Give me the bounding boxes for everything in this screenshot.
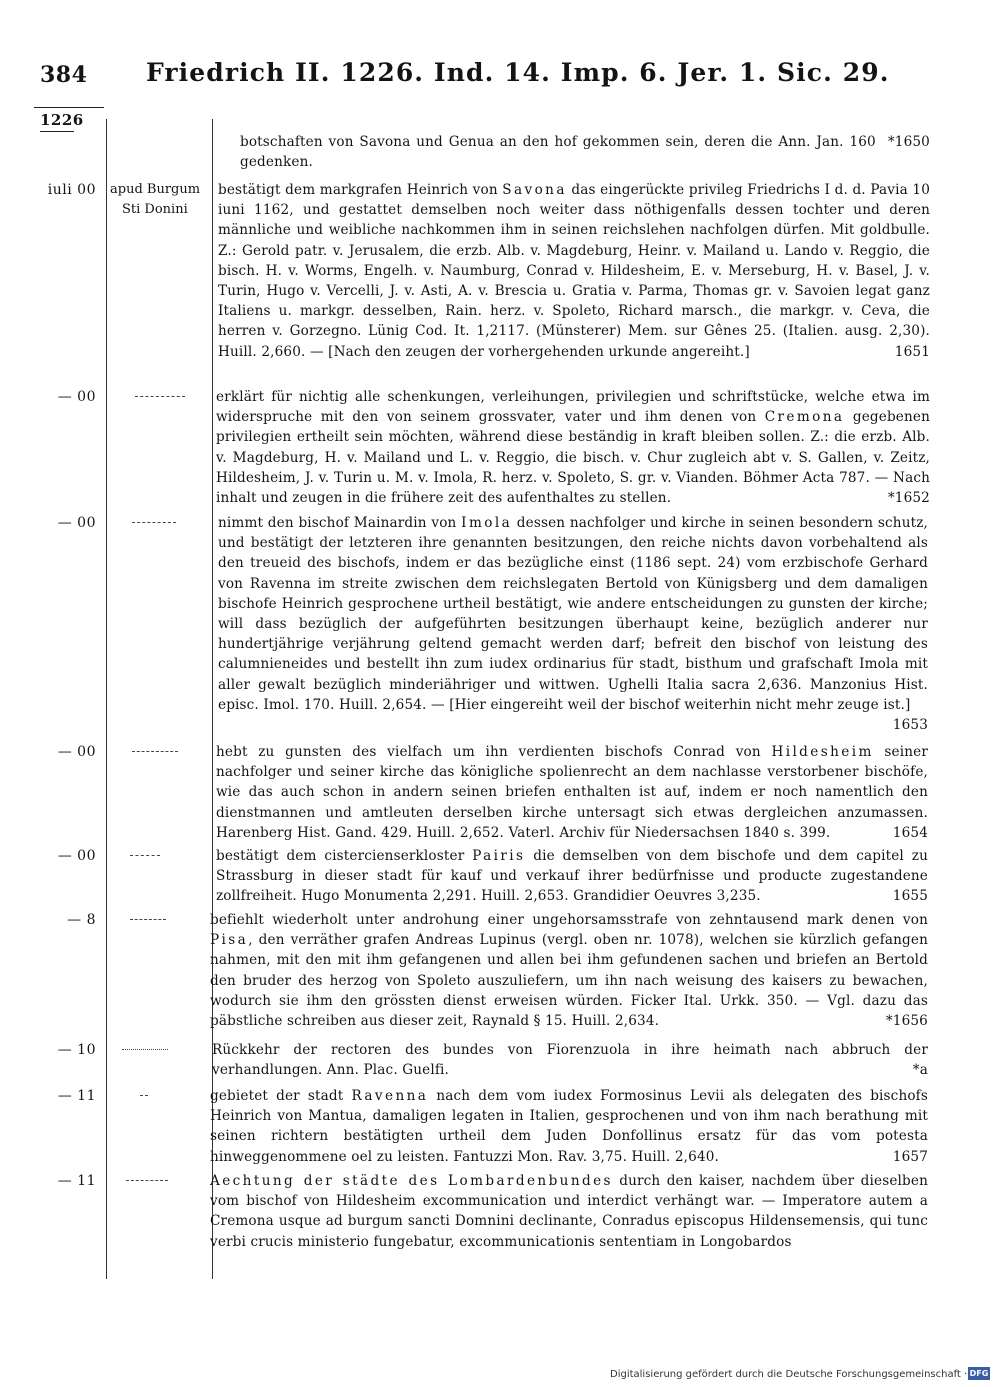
entry-date: — 00 bbox=[57, 744, 96, 760]
place-name: Imola bbox=[461, 515, 513, 531]
entry-text: Rückkehr der rectoren des bundes von Fiorenzuola in ihre heimath nach abbruch der verhandlungen. Ann. Plac. Guelfi. *a bbox=[212, 1040, 928, 1080]
entry-date: — 00 bbox=[57, 515, 96, 531]
place-name: Hildesheim bbox=[771, 744, 874, 760]
entry-number: *1656 bbox=[885, 1013, 928, 1030]
entry-number: *a bbox=[912, 1062, 928, 1079]
place-placeholder-dash bbox=[140, 1095, 148, 1096]
place-placeholder-dash bbox=[130, 919, 166, 920]
place-placeholder-dash bbox=[132, 751, 178, 752]
entry-date: — 00 bbox=[57, 848, 96, 864]
entry-text: gebietet der stadt Ravenna nach dem vom iudex Formosinus Levii als delegaten des bischofs Heinrich von Mantua, damaligen legaten in Italien, gesprochenen und von ihm nach berathung mit seinen richtern bestätigten urtheil dem Juden Donfollinus ersatz für das vom potesta hinweggenommene oel zu leisten. Fantuzzi Mon. Rav. 3,75. Huill. 2,640. 1657 bbox=[210, 1086, 928, 1167]
entry-text: *1650 botschaften von Savona und Genua an den hof gekommen sein, deren die Ann. Jan. 160 gedenken. bbox=[240, 134, 930, 171]
entry-date: — 8 bbox=[67, 912, 96, 928]
entry-number: 1657 bbox=[892, 1148, 928, 1165]
entry-number: *1652 bbox=[887, 490, 930, 507]
entry-date: — 00 bbox=[57, 389, 96, 405]
place-name: Savona bbox=[502, 182, 567, 198]
entry-place: apud Burgum Sti Donini bbox=[110, 182, 201, 217]
entry-text: bestätigt dem cistercienserkloster Pairis die demselben von dem bischofe und dem capitel zu Strassburg in dieser stadt für kauf und verkauf ihrer bedürfnisse und producte zugestandene zollfreiheit. Hugo Monumenta 2,291. Huill. 2,653. Grandidier Oeuvres 3,235. 1655 bbox=[216, 846, 928, 907]
place-name: Aechtung der städte des Lombardenbundes bbox=[210, 1173, 613, 1189]
entry-text: bestätigt dem markgrafen Heinrich von Savona das eingerückte privileg Friedrichs I d. d. Pavia 10 iuni 1162, und gestattet demselben noch weiter dass nöthigenfalls dessen tochter und deren männliche und weibliche nachkommen ihm in seinen reichslehen nachfolgen dürfen. Mit goldbulle. Z.: Gerold patr. v. Jerusalem, die erzb. Alb. v. Magdeburg, Heinr. v. Mailand u. Lando v. Reggio, die bisch. H. v. Worms, Engelh. v. Naumburg, Conrad v. Hildesheim, E. v. Merseburg, H. v. Basel, J. v. Turin, Hugo v. Vercelli, J. v. Asti, A. v. Brescia u. Gratia v. Parma, Thomas gr. v. Savoien legat ganz Italiens u. markgr. desselben, Rain. herz. v. Spoleto, Richard marsch., die markgr. v. Ceva, die herren v. Gorzegno. Lünig Cod. It. 1,2117. (Münsterer) Mem. sur Gênes 25. (Italien. ausg. 2,30). Huill. 2,660. — [Nach den zeugen der vorhergehenden urkunde angereiht.] 1651 bbox=[218, 180, 930, 362]
year-rule-top bbox=[34, 107, 104, 108]
entry-date: iuli 00 bbox=[47, 182, 96, 198]
place-name: Cremona bbox=[764, 409, 845, 426]
entry-text: hebt zu gunsten des vielfach um ihn verdienten bischofs Conrad von Hildesheim seiner nachfolger und seiner kirche das königliche spolienrecht an dem nachlasse verstorbener bischöfe, wie das auch schon in andern seinen briefen enthalten ist auf, indem er noch namentlich den dienstmannen und amtleuten derselben kirche untersagt sich etwas dergleichen anzumassen. Harenberg Hist. Gand. 429. Huill. 2,652. Vaterl. Archiv für Niedersachsen 1840 s. 399. 1654 bbox=[216, 742, 928, 843]
digitization-credit: Digitalisierung gefördert durch die Deutsche Forschungsgemeinschaft · bbox=[610, 1369, 968, 1380]
entry-date: — 11 bbox=[57, 1173, 96, 1189]
column-rule-left bbox=[106, 119, 107, 1279]
entry-number: *1650 bbox=[887, 134, 930, 150]
year-rule-bottom bbox=[40, 131, 74, 132]
place-placeholder-dash bbox=[135, 396, 185, 397]
place-placeholder-dash bbox=[132, 522, 176, 523]
dfg-logo: DFG bbox=[969, 1369, 989, 1378]
page-number: 384 bbox=[40, 62, 88, 88]
place-name: Pairis bbox=[472, 848, 526, 864]
year-label: 1226 bbox=[40, 111, 84, 129]
running-title: Friedrich II. 1226. Ind. 14. Imp. 6. Jer. 1. Sic. 29. bbox=[146, 58, 890, 87]
entry-number: 1651 bbox=[894, 343, 930, 360]
entry-number: 1653 bbox=[892, 717, 928, 734]
entry-date: — 10 bbox=[57, 1042, 96, 1058]
entry-number: 1655 bbox=[892, 888, 928, 905]
entry-text: Aechtung der städte des Lombardenbundes durch den kaiser, nachdem über dieselben vom bischof von Hildesheim excommunication und interdict verhängt war. — Imperatore autem a Cremona usque ad burgum sancti Domnini declinante, Conradus episcopus Hildensemensis, qui tunc verbi crucis ministerio fungebatur, excommunicationis sententiam in Longobardos bbox=[210, 1173, 928, 1250]
place-placeholder-dash bbox=[126, 1180, 168, 1181]
entry-text: nimmt den bischof Mainardin von Imola dessen nachfolger und kirche in seinen besondern schutz, und bestätigt der letzteren ihre genannten besitzungen, den reiche nichts davon vorbehaltend als den treueid des bischofs, indem er das bezügliche einst (1186 sept. 24) vom erzbischofe Gerhard von Ravenna im streite zwischen dem reichslegaten Bertold von Künigsberg und dem damaligen bischofe Heinrich gesprochene urtheil bestätigt, wie andere entscheidungen zu gunsten der kirche; will dass bezüglich der aufgeführten besitzungen überhaupt keine, bezüglich anderer nur hundertjährige verjährung geltend gemacht werden darf; befreit den bischof von leistung des calumnieneides und bestellt ihn zum iudex ordinarius für stadt, bisthum und grafschaft Imola mit aller gewalt bezüglich minderiähriger und wittwen. Ughelli Italia sacra 2,636. Manzonius Hist. episc. Imol. 170. Huill. 2,654. — [Hier eingereiht weil der bischof weiterhin nicht mehr zeuge ist.] 1653 bbox=[218, 513, 928, 735]
place-name: Ravenna bbox=[351, 1088, 429, 1104]
place-name: Pisa bbox=[210, 932, 249, 949]
place-placeholder-dash bbox=[122, 1049, 168, 1050]
entry-number: 1654 bbox=[892, 824, 928, 841]
entry-date: — 11 bbox=[57, 1088, 96, 1104]
entry-text: befiehlt wiederholt unter androhung einer ungehorsamsstrafe von zehntausend mark denen von Pisa, den verräther grafen Andreas Lupinus (vergl. oben nr. 1078), welchen sie kürzlich gefangen nahmen, mit den mit ihm gefangenen und allen bei ihm gefundenen sachen und briefen an Bertold den bruder des herzog von Spoleto auszuliefern, um ihn nach weisung des kaisers zu bewachen, wodurch sie ihm den grössten dienst erweisen würden. Ficker Ital. Urkk. 350. — Vgl. dazu das päbstliche schreiben aus dieser zeit, Raynald § 15. Huill. 2,634. *1656 bbox=[210, 910, 928, 1031]
place-placeholder-dash bbox=[130, 855, 160, 856]
entry-text: erklärt für nichtig alle schenkungen, verleihungen, privilegien und schriftstücke, welche etwa im widerspruche mit den von seinem grossvater, vater und ihm denen von Cremona gegebenen privilegien ertheilt sein möchten, während diese beständig in kraft bleiben sollen. Z.: die erzb. Alb. v. Magdeburg, H. v. Mailand und L. v. Reggio, die bisch. v. Chur zugleich abt v. S. Gallen, v. Zeitz, Hildesheim, J. v. Turin u. M. v. Imola, R. herz. v. Spoleto, S. gr. v. Vianden. Böhmer Acta 787. — Nach inhalt und zeugen in die frühere zeit des aufenthaltes zu stellen. *1652 bbox=[216, 387, 930, 508]
